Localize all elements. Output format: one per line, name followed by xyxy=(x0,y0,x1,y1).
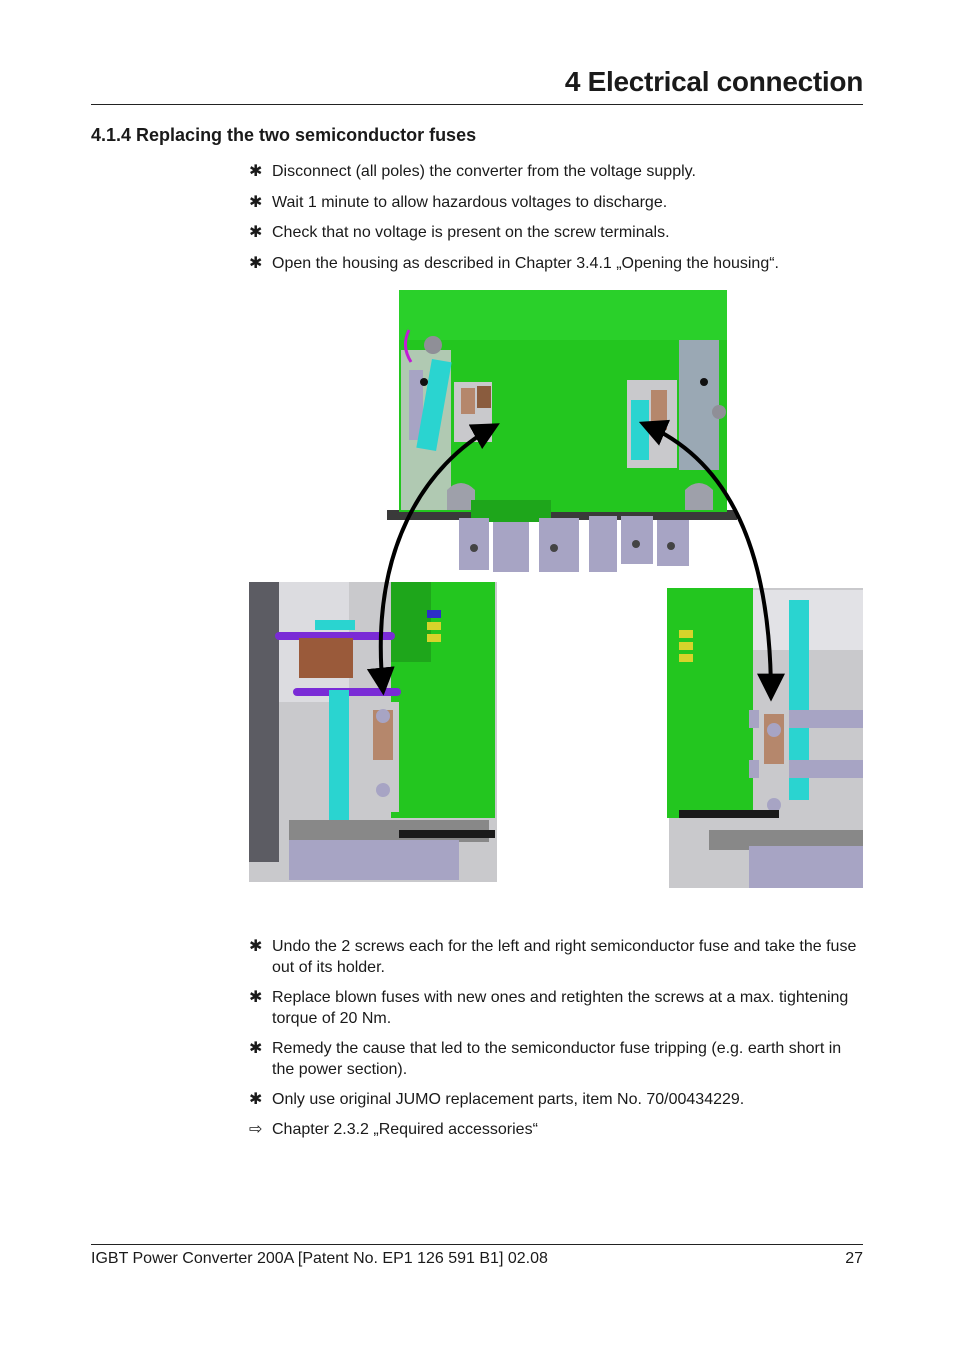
step-text: Wait 1 minute to allow hazardous voltages to discharge. xyxy=(272,193,668,211)
list-item xyxy=(249,222,863,243)
section-heading: 4.1.4 Replacing the two semiconductor fuses xyxy=(91,125,477,145)
step-text: Remedy the cause that led to the semiconductor fuse tripping (e.g. earth short in the power section). xyxy=(272,1040,842,1078)
bullet-icon: ✱ xyxy=(249,938,263,955)
right-side-view xyxy=(667,588,863,888)
chapter-title: 4 Electrical connection xyxy=(564,66,863,97)
footer-document-title: IGBT Power Converter 200A [Patent No. EP1 126 591 B1] 02.08 xyxy=(91,1250,548,1267)
list-item xyxy=(249,253,863,274)
page-number: 27 xyxy=(845,1250,863,1267)
left-side-view xyxy=(249,582,497,882)
bullet-icon: ✱ xyxy=(249,163,263,180)
steps-after-list xyxy=(249,936,863,1149)
reference-item xyxy=(249,1119,863,1140)
step-text: Undo the 2 screws each for the left and right semiconductor fuse and take the fuse out of its holder. xyxy=(272,938,857,976)
bullet-icon: ✱ xyxy=(249,193,263,211)
fuse-replacement-illustration xyxy=(249,290,863,902)
header-rule xyxy=(91,104,863,105)
step-text: Replace blown fuses with new ones and retighten the screws at a max. tightening torque of 20 Nm. xyxy=(272,989,849,1027)
bullet-icon: ✱ xyxy=(249,1091,263,1108)
list-item xyxy=(249,936,863,978)
arrow-right-icon: ⇨ xyxy=(249,1121,263,1138)
step-text: Only use original JUMO replacement parts, item No. 70/00434229. xyxy=(272,1091,745,1108)
list-item xyxy=(249,987,863,1029)
steps-before-list xyxy=(249,161,863,283)
footer-rule xyxy=(91,1244,863,1245)
bullet-icon: ✱ xyxy=(249,254,263,272)
bullet-icon: ✱ xyxy=(249,989,263,1006)
right-fuse xyxy=(764,714,784,764)
bullet-icon: ✱ xyxy=(249,224,263,241)
right-pcb xyxy=(667,588,753,818)
list-item xyxy=(249,1089,863,1110)
bullet-icon: ✱ xyxy=(249,1040,263,1057)
list-item xyxy=(249,1038,863,1080)
list-item xyxy=(249,161,863,182)
step-text: Check that no voltage is present on the screw terminals. xyxy=(272,224,670,241)
list-item xyxy=(249,192,863,213)
step-text: Open the housing as described in Chapter 3.4.1 „Opening the housing“. xyxy=(272,254,779,272)
top-board-view xyxy=(387,290,737,572)
step-text: Disconnect (all poles) the converter from the voltage supply. xyxy=(272,163,696,180)
left-fuse-upper xyxy=(299,638,353,678)
reference-link[interactable]: Chapter 2.3.2 „Required accessories“ xyxy=(272,1121,538,1138)
